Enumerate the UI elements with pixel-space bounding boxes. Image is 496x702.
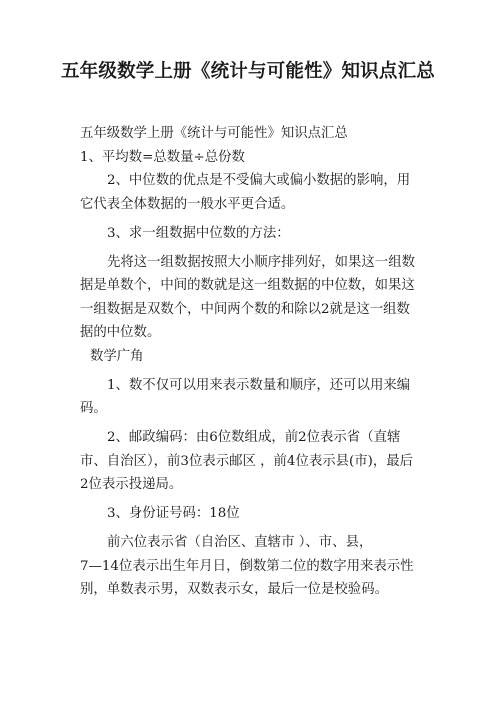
paragraph-id-first-six: 前六位表示省（自治区、直辖市 ）、市、县， — [107, 535, 373, 550]
document-body — [80, 122, 420, 602]
paragraph-postal-code: 2、邮政编码：由6位数组成，前2位表示省（直辖市、自治区），前3位表示邮区 ，前4位表示县(市)，最后2位表示投递局。 — [80, 430, 414, 492]
paragraph-median-method-heading: 3、求一组数据中位数的方法： — [107, 225, 290, 241]
paragraph-subtitle: 五年级数学上册《统计与可能性》知识点汇总 — [80, 126, 348, 141]
paragraph-section-heading: 数学广角 — [90, 348, 144, 364]
paragraph-median-method: 先将这一组数据按照大小顺序排列好，如果这一组数据是单数个，中间的数就是这一组数据的中位数，如果这一组数据是双数个，中间两个数的和除以2就是这一组数据的中位数。 — [80, 254, 415, 340]
document-title: 五年级数学上册《统计与可能性》知识点汇总 — [60, 61, 435, 82]
paragraph-id-birth-gender: 7—14位表示出生年月日，倒数第二位的数字用来表示性别，单数表示男，双数表示女，最后一位是校验码。 — [80, 558, 414, 597]
paragraph-median-advantage: 2、中位数的优点是不受偏大或偏小数据的影响，用它代表全体数据的一般水平更合适。 — [80, 173, 411, 212]
paragraph-number-encoding: 1、数不仅可以用来表示数量和顺序，还可以用来编码。 — [80, 377, 411, 416]
paragraph-average-formula: 1、平均数=总数量÷总份数 — [80, 149, 245, 165]
paragraph-id-number: 3、身份证号码：18位 — [107, 506, 240, 521]
